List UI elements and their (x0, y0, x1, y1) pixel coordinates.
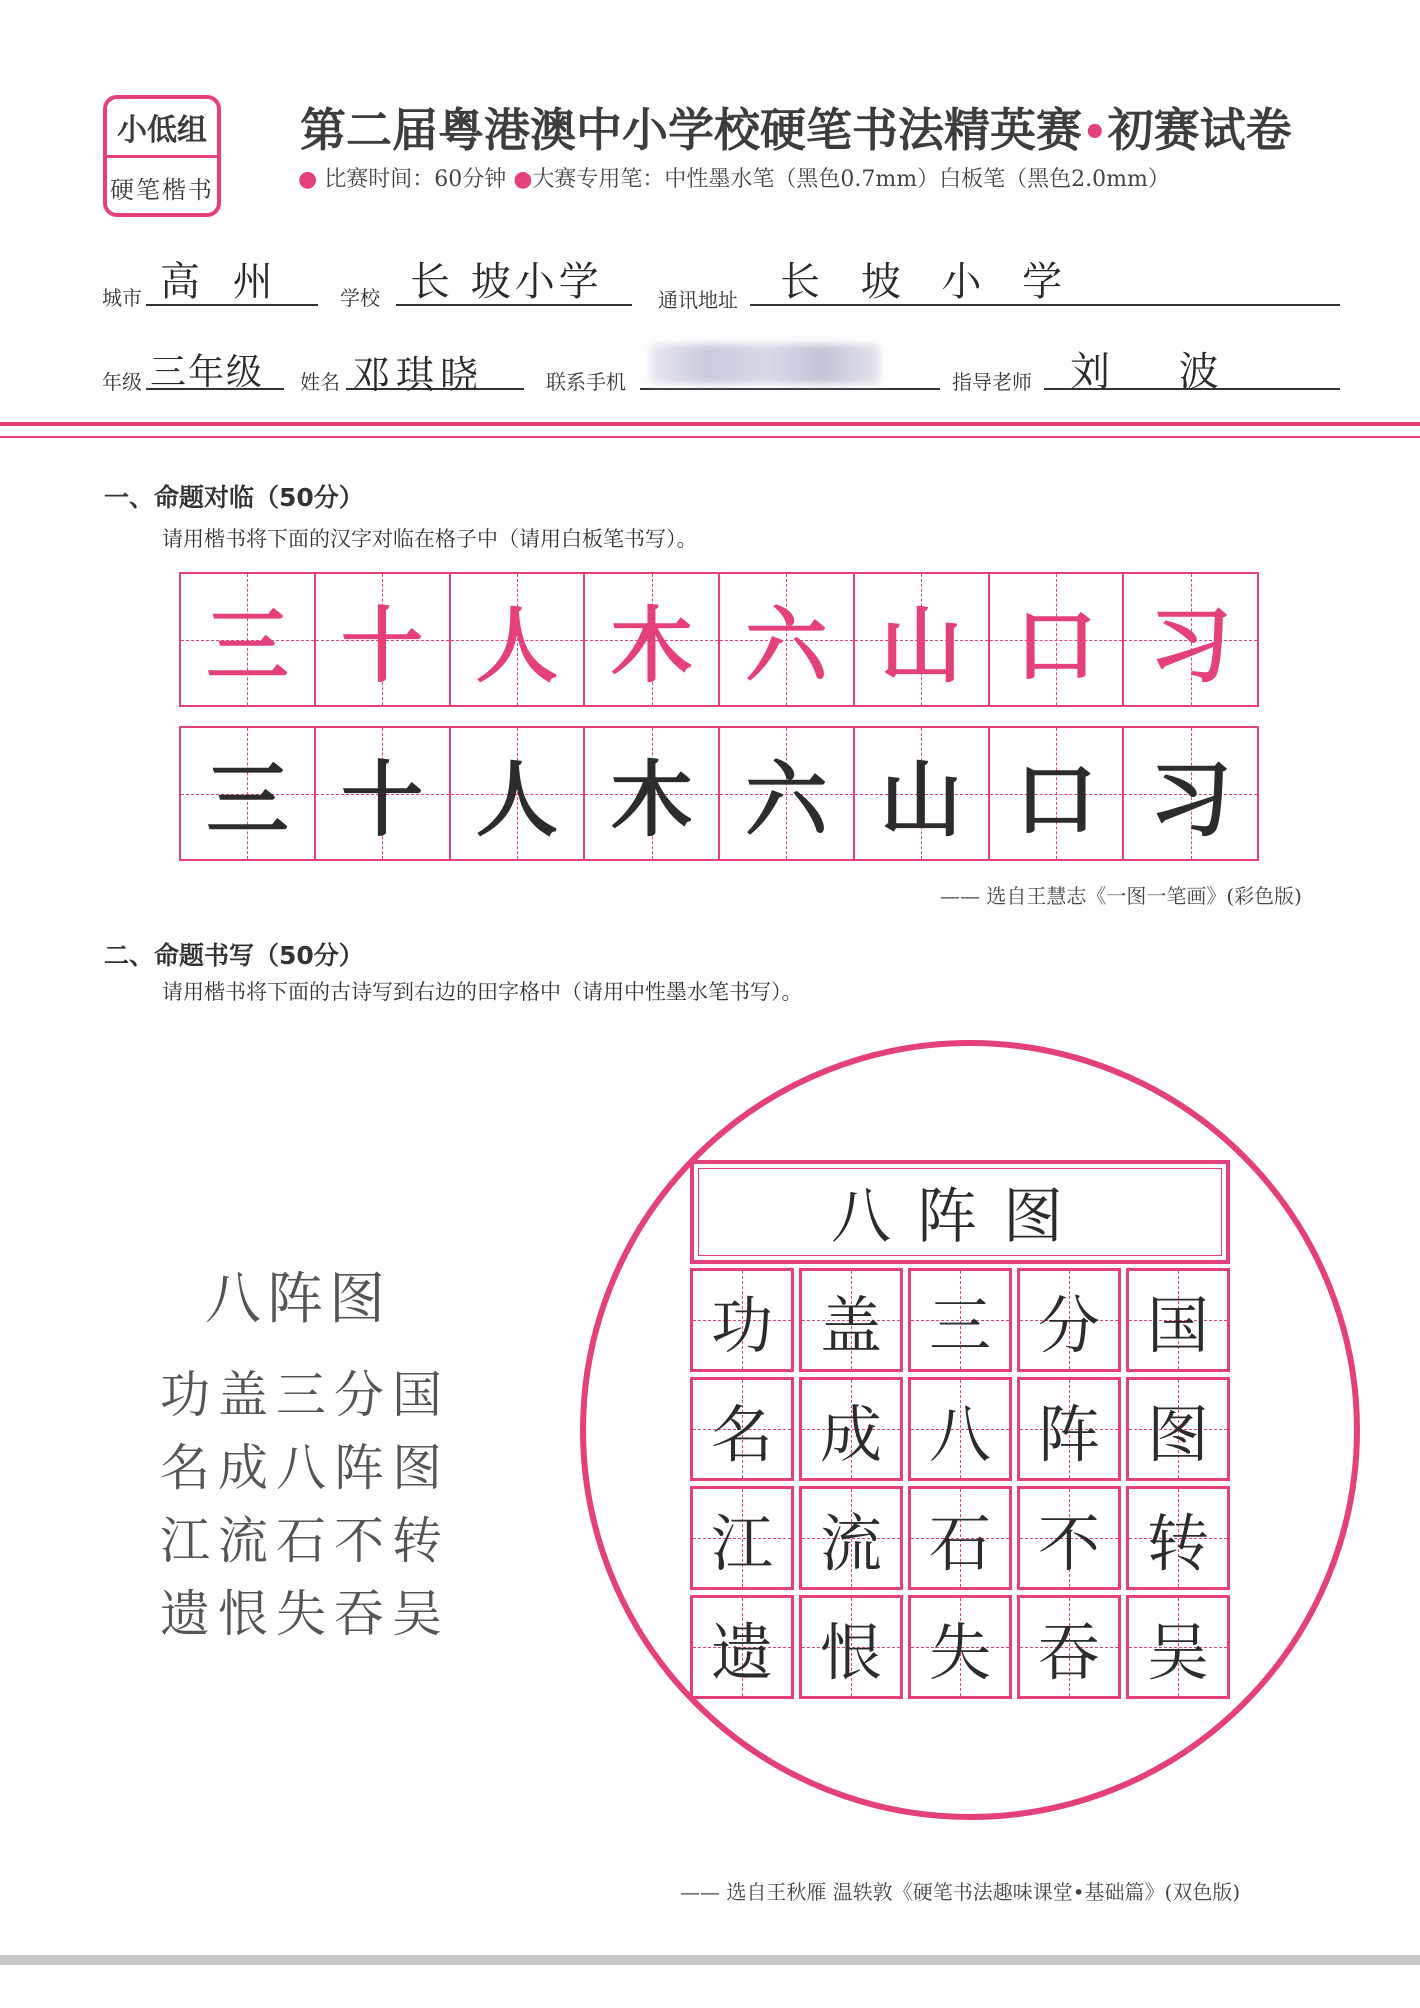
bottom-border (0, 1955, 1420, 1965)
tianzige-cell[interactable]: 江 (690, 1486, 794, 1590)
copy-cell[interactable]: 口 (990, 728, 1125, 859)
divider-thin (0, 436, 1420, 438)
tianzige-cell[interactable]: 图 (1126, 1377, 1230, 1481)
tianzige-cell[interactable]: 吞 (1017, 1595, 1121, 1699)
tianzige-cell[interactable]: 阵 (1017, 1377, 1121, 1481)
exam-info (298, 162, 1338, 193)
poem-line: 遗恨失吞吴 (160, 1585, 450, 1643)
model-cell: 山 (855, 574, 990, 705)
tianzige-cell[interactable]: 成 (799, 1377, 903, 1481)
written-title: 八阵图 (831, 1182, 1089, 1252)
city-label: 城市 (102, 286, 142, 310)
tianzige-cell[interactable]: 恨 (799, 1595, 903, 1699)
tianzige-cell[interactable]: 盖 (799, 1268, 903, 1372)
tianzige-cell[interactable]: 分 (1017, 1268, 1121, 1372)
poem-line: 江流石不转 (160, 1512, 450, 1570)
section2-instructions: 请用楷书将下面的古诗写到右边的田字格中（请用中性墨水笔书写）。 (162, 980, 803, 1004)
copy-cell[interactable]: 木 (585, 728, 720, 859)
badge-style-label: 硬笔楷书 (110, 175, 214, 204)
copy-cell[interactable]: 三 (181, 728, 316, 859)
model-cell: 十 (316, 574, 451, 705)
model-cell: 人 (451, 574, 586, 705)
model-cell: 三 (181, 574, 316, 705)
tianzige-cell[interactable]: 国 (1126, 1268, 1230, 1372)
tianzige-cell[interactable]: 不 (1017, 1486, 1121, 1590)
tianzige-grid (690, 1268, 1230, 1699)
poem-line: 名成八阵图 (160, 1439, 450, 1497)
divider-thick (0, 422, 1420, 426)
bullet-icon: ● (513, 167, 533, 192)
phone-label: 联系手机 (546, 370, 626, 394)
exam-pens: 大赛专用笔：中性墨水笔（黑色0.7mm）白板笔（黑色2.0mm） (532, 167, 1170, 192)
tianzige-cell[interactable]: 转 (1126, 1486, 1230, 1590)
title-sub: 初赛试卷 (1107, 103, 1292, 157)
model-char-row (179, 572, 1259, 707)
section1-title: 一、命题对临（50分） (104, 483, 364, 512)
phone-field-line (640, 388, 940, 390)
model-cell: 六 (720, 574, 855, 705)
page-title (300, 94, 1330, 160)
tianzige-cell[interactable]: 吴 (1126, 1595, 1230, 1699)
tianzige-cell[interactable]: 流 (799, 1486, 903, 1590)
section1-credit: —— 选自王慧志《一图一笔画》(彩色版) (940, 884, 1302, 908)
bullet-icon: ● (298, 167, 318, 192)
copy-cell[interactable]: 十 (316, 728, 451, 859)
copy-cell[interactable]: 人 (451, 728, 586, 859)
tianzige-cell[interactable]: 功 (690, 1268, 794, 1372)
tianzige-cell[interactable]: 名 (690, 1377, 794, 1481)
poem-line: 功盖三分国 (160, 1366, 450, 1424)
model-cell: 木 (585, 574, 720, 705)
address-label: 通讯地址 (658, 288, 738, 312)
tianzige-cell[interactable]: 三 (908, 1268, 1012, 1372)
phone-redacted (650, 344, 880, 384)
model-cell: 习 (1124, 574, 1257, 705)
name-value[interactable]: 邓琪晓 (352, 353, 485, 397)
tianzige-cell[interactable]: 遗 (690, 1595, 794, 1699)
poem-title: 八阵图 (205, 1267, 391, 1332)
grade-value[interactable]: 三年级 (150, 352, 265, 393)
tianzige-cell[interactable]: 失 (908, 1595, 1012, 1699)
badge-group-label: 小低组 (107, 99, 217, 158)
copy-cell[interactable]: 六 (720, 728, 855, 859)
copy-cell[interactable]: 习 (1124, 728, 1257, 859)
section2-credit: —— 选自王秋雁 温轶敦《硬笔书法趣味课堂•基础篇》(双色版) (680, 1880, 1241, 1904)
written-title-box[interactable] (690, 1160, 1230, 1264)
tianzige-cell[interactable]: 八 (908, 1377, 1012, 1481)
school-value[interactable]: 长 坡小学 (410, 259, 603, 305)
name-label: 姓名 (300, 370, 340, 394)
teacher-value[interactable]: 刘 波 (1070, 349, 1247, 395)
section1-instructions: 请用楷书将下面的汉字对临在格子中（请用白板笔书写）。 (162, 527, 698, 551)
school-label: 学校 (340, 286, 380, 310)
copy-char-row (179, 726, 1259, 861)
city-value[interactable]: 高 州 (160, 259, 283, 305)
model-cell: 口 (990, 574, 1125, 705)
copy-cell[interactable]: 山 (855, 728, 990, 859)
address-value[interactable]: 长 坡 小 学 (780, 259, 1077, 305)
category-badge (103, 95, 221, 217)
tianzige-cell[interactable]: 石 (908, 1486, 1012, 1590)
title-main: 第二届粤港澳中小学校硬笔书法精英赛 (300, 103, 1082, 157)
section2-title: 二、命题书写（50分） (104, 941, 364, 970)
exam-time: 比赛时间：60分钟 (324, 167, 507, 192)
title-dot: • (1082, 110, 1108, 156)
grade-label: 年级 (102, 370, 142, 394)
teacher-label: 指导老师 (952, 370, 1032, 394)
